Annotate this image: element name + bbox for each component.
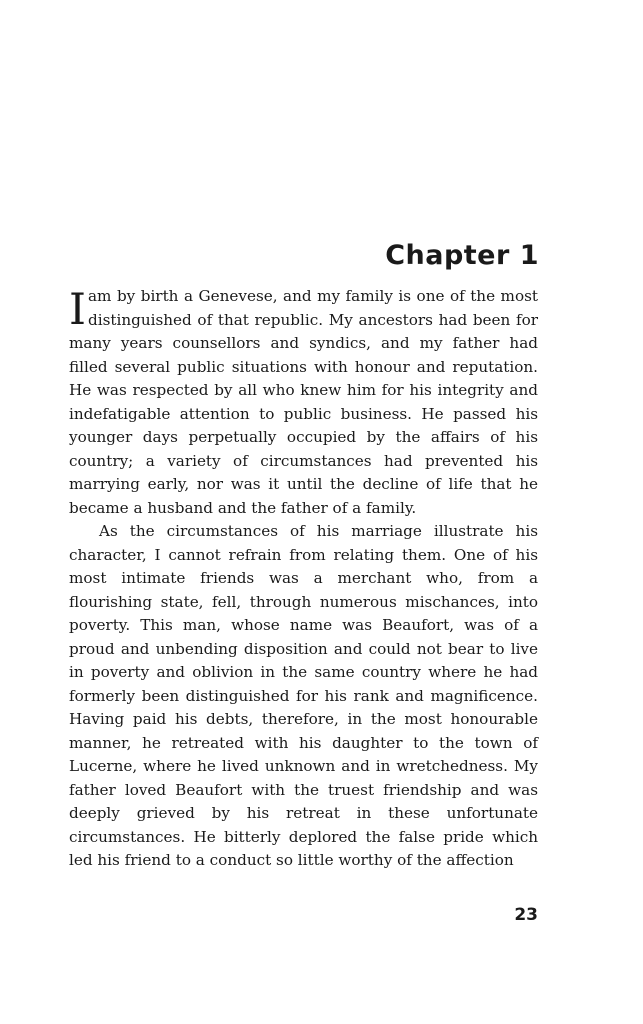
paragraph-1 bbox=[69, 285, 538, 520]
paragraph-1-text: am by birth a Genevese, and my family is one of the most distinguished of that republic. My ancestors had been for many years counsellors and syndics, and my father had filled several public situations with honour and reputation. He was respected by all who knew him for his integrity and indefatigable attention to public business. He passed his younger days perpetually occupied by the affairs of his country; a variety of circumstances had prevented his marrying early, nor was it until the decline of life that he became a husband and the father of a family. bbox=[69, 287, 538, 517]
paragraph-2: As the circumstances of his marriage illustrate his character, I cannot refrain from relating them. One of his most intimate friends was a merchant who, from a flourishing state, fell, through numerous mischances, into poverty. This man, whose name was Beaufort, was of a proud and unbending disposition and could not bear to live in poverty and oblivion in the same country where he had formerly been distinguished for his rank and magnificence. Having paid his debts, therefore, in the most honourable manner, he retreated with his daughter to the town of Lucerne, where he lived unknown and in wretchedness. My father loved Beaufort with the truest friendship and was deeply grieved by his retreat in these unfortunate circumstances. He bitterly deplored the false pride which led his friend to a conduct so little worthy of the affection bbox=[69, 522, 538, 869]
body-text bbox=[69, 285, 538, 873]
page-number: 23 bbox=[514, 905, 538, 925]
drop-cap: I bbox=[69, 285, 86, 335]
chapter-title: Chapter 1 bbox=[385, 240, 539, 271]
